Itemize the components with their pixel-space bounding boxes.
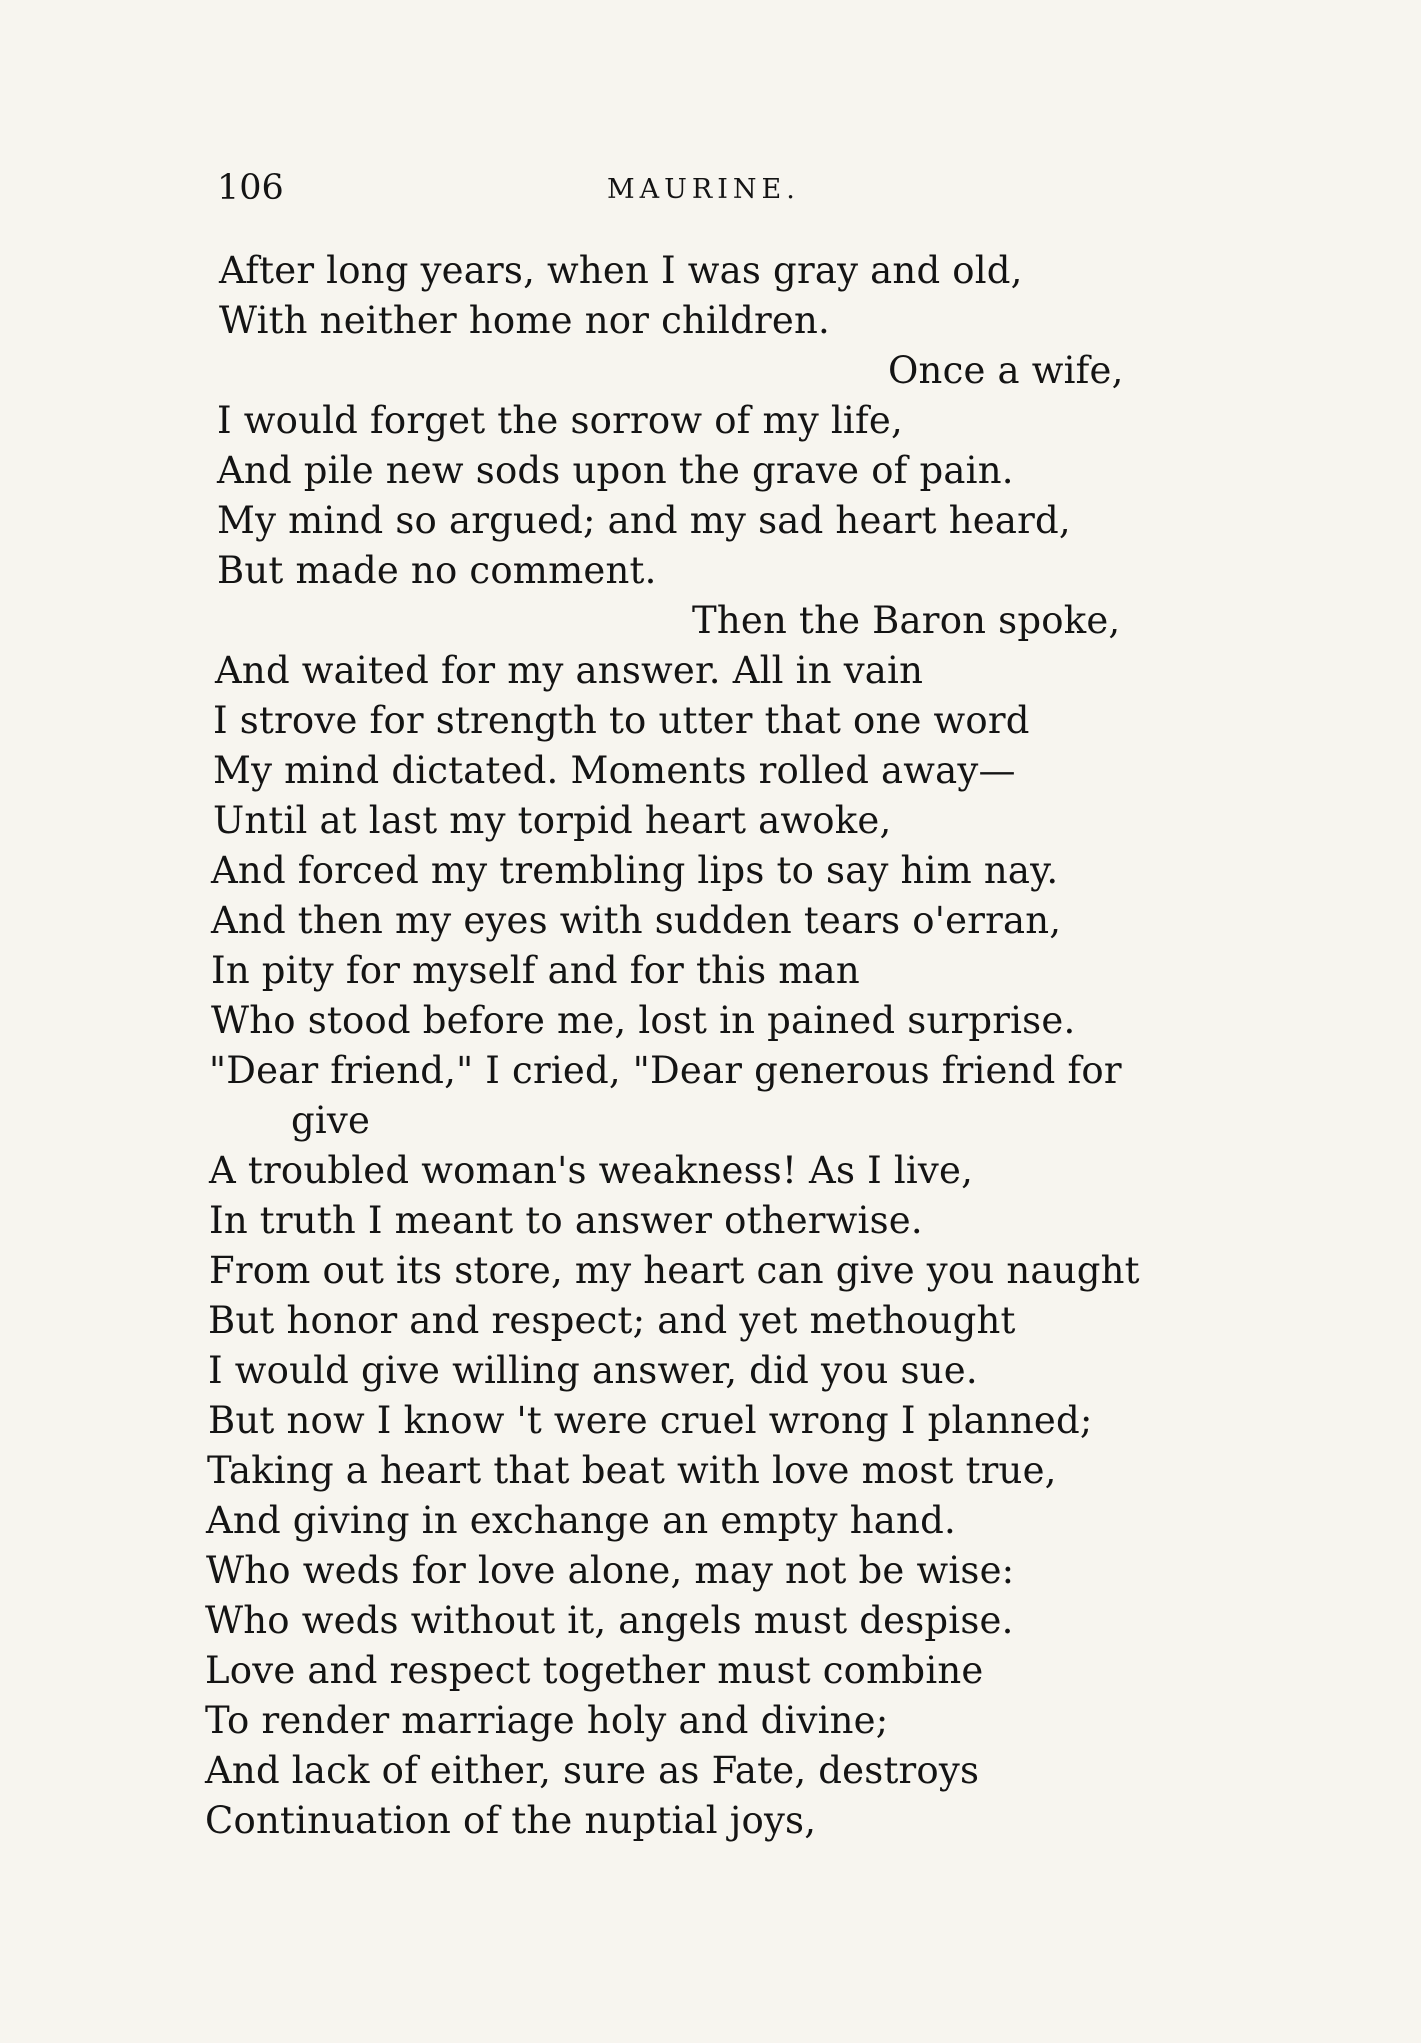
poem-line: But made no comment. [217, 549, 657, 592]
poem-line: And waited for my answer. All in vain [215, 649, 924, 692]
poem-line: And lack of either, sure as Fate, destroys [205, 1749, 980, 1792]
poem-line: Once a wife, [888, 349, 1124, 392]
poem-line: I would give willing answer, did you sue. [208, 1349, 978, 1392]
poem-line: Who weds for love alone, may not be wise: [206, 1549, 1015, 1592]
poem-line: And forced my trembling lips to say him nay. [211, 849, 1059, 892]
poem-line: And pile new sods upon the grave of pain. [217, 449, 1014, 492]
running-title: MAURINE. [607, 174, 800, 205]
poem-line: From out its store, my heart can give you naught [209, 1249, 1140, 1292]
poem-line: Who weds without it, angels must despise. [205, 1599, 1014, 1642]
poem-line: To render marriage holy and divine; [205, 1699, 889, 1742]
poem-line: But honor and respect; and yet methought [208, 1299, 1016, 1342]
poem-line: Continuation of the nuptial joys, [205, 1799, 817, 1842]
poem-line: And then my eyes with sudden tears o'erran, [211, 899, 1062, 942]
poem-line: I strove for strength to utter that one word [213, 699, 1030, 742]
poem-line: After long years, when I was gray and old, [219, 249, 1023, 292]
poem-line: Who stood before me, lost in pained surprise. [211, 999, 1076, 1042]
poem-line: Then the Baron spoke, [692, 599, 1121, 642]
poem-line: Until at last my torpid heart awoke, [213, 799, 892, 842]
poem-line: My mind so argued; and my sad heart heard, [217, 499, 1071, 542]
poem-line: In truth I meant to answer otherwise. [209, 1199, 923, 1242]
poem-line: Taking a heart that beat with love most true, [207, 1449, 1057, 1492]
poem-line: I would forget the sorrow of my life, [217, 399, 903, 442]
poem-line: Love and respect together must combine [205, 1649, 984, 1692]
page-number: 106 [217, 168, 284, 208]
poem-line: In pity for myself and for this man [211, 949, 860, 992]
poem-line: And giving in exchange an empty hand. [206, 1499, 956, 1542]
poem-line: "Dear friend," I cried, "Dear generous friend for [209, 1049, 1122, 1092]
poem-text [205, 246, 1215, 1846]
page-header [217, 168, 1117, 228]
poem-line: With neither home nor children. [219, 299, 830, 342]
poem-line: But now I know 't were cruel wrong I planned; [208, 1399, 1093, 1442]
poem-line: My mind dictated. Moments rolled away— [213, 749, 1016, 792]
poem-line: give [291, 1099, 371, 1142]
poem-line: A troubled woman's weakness! As I live, [209, 1149, 974, 1192]
